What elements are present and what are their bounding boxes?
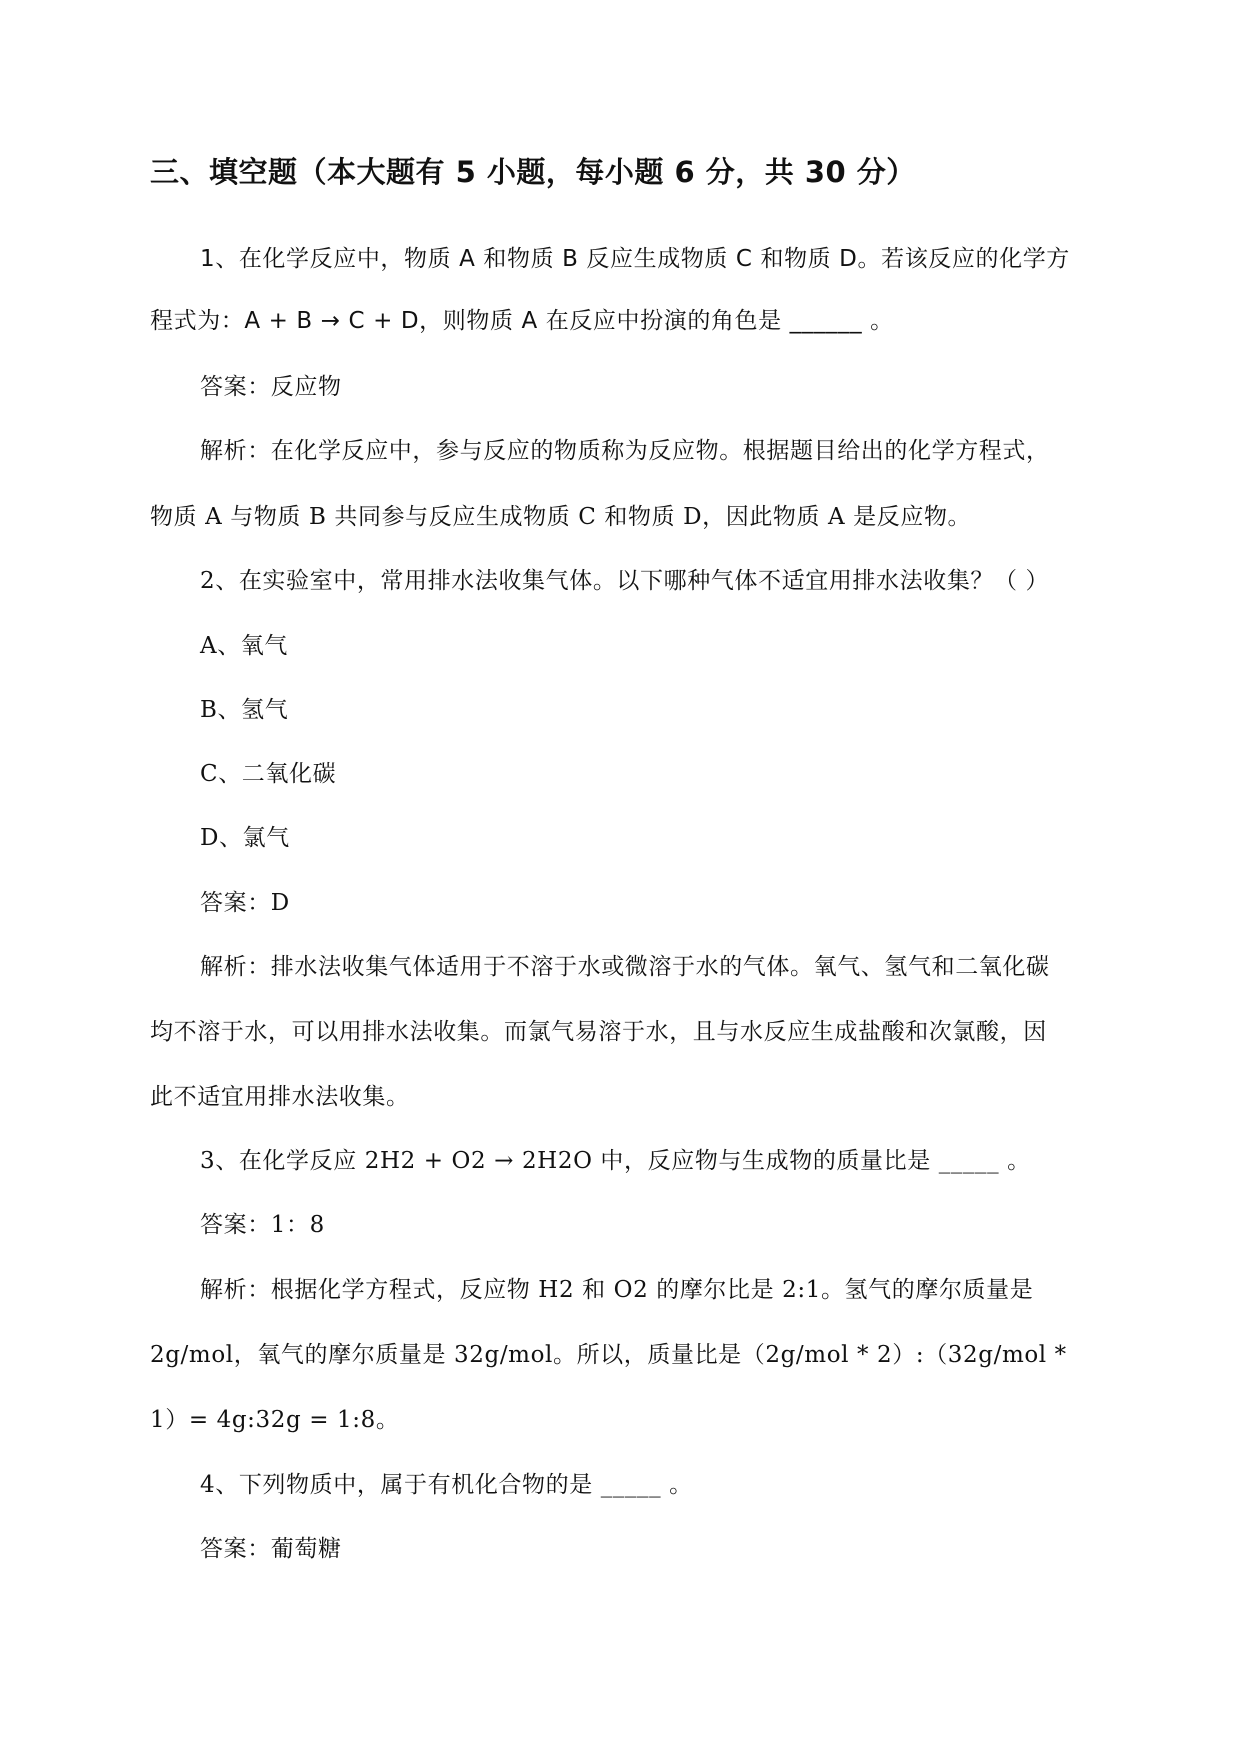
q4-stem: 4、下列物质中，属于有机化合物的是 _____ 。 bbox=[200, 1472, 693, 1498]
q2-answer: 答案：D bbox=[200, 890, 290, 916]
q1-analysis-line-2: 物质 A 与物质 B 共同参与反应生成物质 C 和物质 D，因此物质 A 是反应物。 bbox=[150, 504, 972, 530]
q2-option-d: D、氯气 bbox=[200, 825, 290, 851]
q3-analysis-line-2: 2g/mol，氧气的摩尔质量是 32g/mol。所以，质量比是（2g/mol * 2）:（32g/mol * bbox=[150, 1342, 1067, 1368]
q2-stem: 2、在实验室中，常用排水法收集气体。以下哪种气体不适宜用排水法收集？（ ） bbox=[200, 568, 1050, 594]
q3-stem: 3、在化学反应 2H2 + O2 → 2H2O 中，反应物与生成物的质量比是 _____ 。 bbox=[200, 1148, 1031, 1174]
q2-option-b: B、氢气 bbox=[200, 697, 289, 723]
q2-option-c: C、二氧化碳 bbox=[200, 761, 337, 787]
q3-analysis-line-1: 解析：根据化学方程式，反应物 H2 和 O2 的摩尔比是 2:1。氢气的摩尔质量是 bbox=[200, 1277, 1034, 1303]
q3-answer: 答案：1：8 bbox=[200, 1212, 325, 1238]
q2-analysis-line-2: 均不溶于水，可以用排水法收集。而氯气易溶于水，且与水反应生成盐酸和次氯酸，因 bbox=[150, 1019, 1047, 1045]
q2-analysis-line-1: 解析：排水法收集气体适用于不溶于水或微溶于水的气体。氧气、氢气和二氧化碳 bbox=[200, 954, 1050, 980]
q3-analysis-line-3: 1）= 4g:32g = 1:8。 bbox=[150, 1407, 400, 1433]
q1-analysis-line-1: 解析：在化学反应中，参与反应的物质称为反应物。根据题目给出的化学方程式， bbox=[200, 438, 1050, 464]
q1-stem-line-1: 1、在化学反应中，物质 A 和物质 B 反应生成物质 C 和物质 D。若该反应的化学方 bbox=[200, 246, 1070, 272]
q1-stem-line-2: 程式为：A + B → C + D，则物质 A 在反应中扮演的角色是 ______ 。 bbox=[150, 308, 894, 334]
q1-answer: 答案：反应物 bbox=[200, 374, 342, 400]
section-heading: 三、填空题（本大题有 5 小题，每小题 6 分，共 30 分） bbox=[150, 155, 916, 189]
q2-analysis-line-3: 此不适宜用排水法收集。 bbox=[150, 1084, 410, 1110]
q2-option-a: A、氧气 bbox=[200, 633, 289, 659]
q4-answer: 答案：葡萄糖 bbox=[200, 1536, 342, 1562]
